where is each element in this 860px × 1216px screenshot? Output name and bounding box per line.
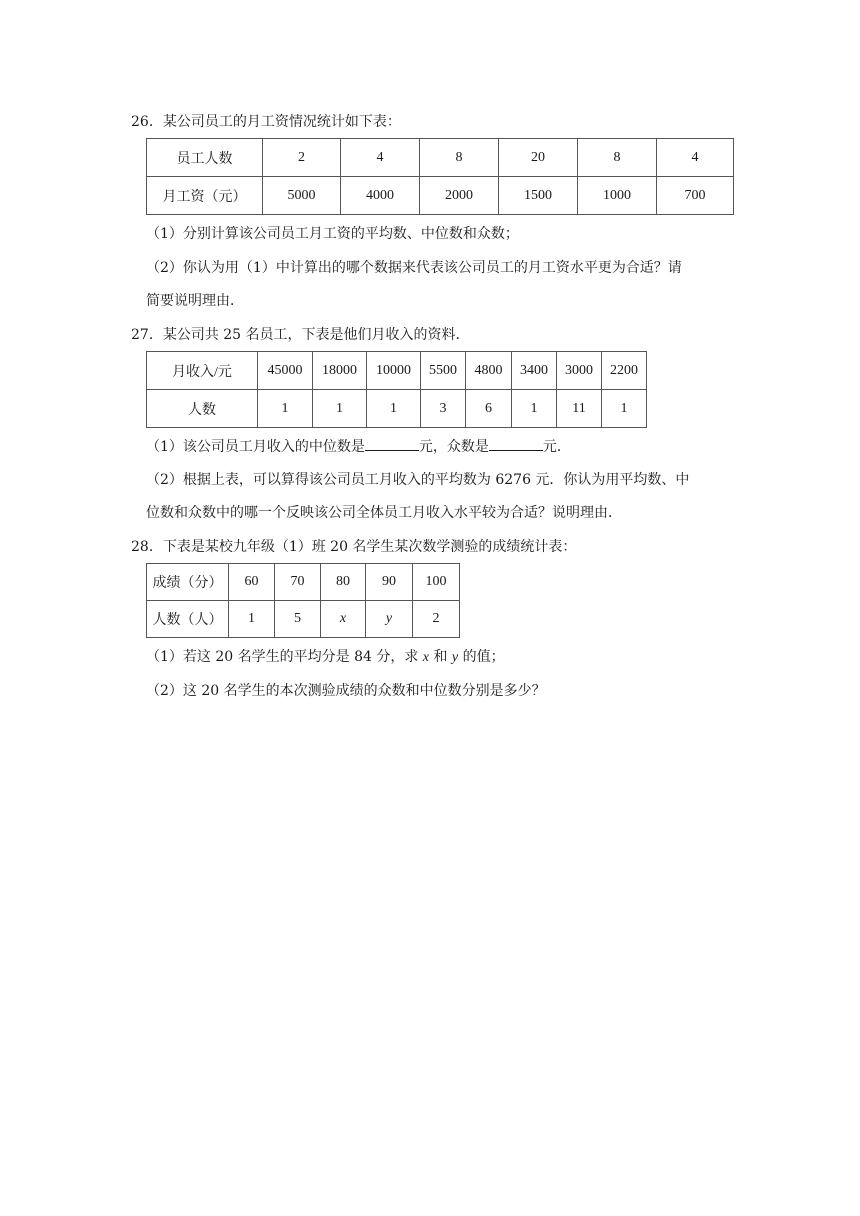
table-cell: 1 [313,390,367,428]
table-cell: 1 [512,390,557,428]
q26-table [146,138,734,215]
table-cell: 20 [499,139,578,177]
table-cell: 100 [413,564,460,601]
q28-table [146,563,460,638]
table-cell: 18000 [313,352,367,390]
answer-blank[interactable] [365,436,419,451]
q28-part1 [146,647,505,668]
table-cell: x [321,601,366,638]
q26-part2-line1: （2）你认为用（1）中计算出的哪个数据来代表该公司员工的月工资水平更为合适？请 [146,260,682,276]
table-row [147,601,460,638]
table-cell: 4 [341,139,420,177]
table-cell: 4 [657,139,734,177]
q28-stem: 28．下表是某校九年级（1）班 20 名学生某次数学测验的成绩统计表： [131,539,577,555]
q26-part1: （1）分别计算该公司员工月工资的平均数、中位数和众数； [146,226,519,242]
q28-row2-header: 人数（人） [147,601,229,638]
q28-part1-text-a: （1）若这 20 名学生的平均分是 84 分，求 [146,649,423,665]
table-row [147,139,734,177]
table-cell: 4800 [466,352,512,390]
table-cell: 2 [413,601,460,638]
q28-row1-header: 成绩（分） [147,564,229,601]
q27-table [146,351,647,428]
q26-row1-header: 员工人数 [147,139,263,177]
table-cell: 2200 [602,352,647,390]
table-cell: 2 [263,139,341,177]
table-cell: 90 [366,564,413,601]
q27-part1 [146,436,571,457]
table-cell: 10000 [367,352,421,390]
table-cell: 1 [602,390,647,428]
q26-part2-line2: 简要说明理由． [146,293,244,309]
table-cell: 1 [258,390,313,428]
table-cell: 60 [229,564,275,601]
table-cell: 1000 [578,177,657,215]
table-cell: 3400 [512,352,557,390]
q27-row2-header: 人数 [147,390,258,428]
q27-part1-text-b: 元，众数是 [418,439,489,455]
q27-part2-line2: 位数和众数中的哪一个反映该公司全体员工月收入水平较为合适？说明理由． [146,505,622,521]
table-cell: 3 [421,390,466,428]
q28-part2: （2）这 20 名学生的本次测验成绩的众数和中位数分别是多少？ [146,683,546,699]
table-cell: 45000 [258,352,313,390]
table-cell: 11 [557,390,602,428]
table-cell: 1 [229,601,275,638]
q27-part2-line1: （2）根据上表，可以算得该公司员工月收入的平均数为 6276 元．你认为用平均数、中 [146,472,690,488]
table-row [147,352,647,390]
table-cell: 70 [275,564,321,601]
answer-blank[interactable] [489,436,543,451]
q27-part1-text-c: 元． [542,439,571,455]
table-row [147,564,460,601]
table-cell: 5500 [421,352,466,390]
table-cell: 700 [657,177,734,215]
table-cell: 5 [275,601,321,638]
table-cell: 8 [420,139,499,177]
table-cell: 5000 [263,177,341,215]
variable-y: y [451,650,459,665]
table-row [147,177,734,215]
q28-part1-text-c: 的值； [458,649,505,665]
table-row [147,390,647,428]
q27-row1-header: 月收入/元 [147,352,258,390]
variable-x: x [422,650,430,665]
q27-stem: 27．某公司共 25 名员工，下表是他们月收入的资料． [131,327,470,343]
table-cell: 4000 [341,177,420,215]
table-cell: 1 [367,390,421,428]
q26-row2-header: 月工资（元） [147,177,263,215]
table-cell: 3000 [557,352,602,390]
table-cell: 2000 [420,177,499,215]
q26-stem: 26．某公司员工的月工资情况统计如下表： [131,114,401,130]
q28-part1-text-b: 和 [429,649,452,665]
table-cell: y [366,601,413,638]
table-cell: 8 [578,139,657,177]
table-cell: 1500 [499,177,578,215]
table-cell: 80 [321,564,366,601]
table-cell: 6 [466,390,512,428]
q27-part1-text-a: （1）该公司员工月收入的中位数是 [146,439,365,455]
